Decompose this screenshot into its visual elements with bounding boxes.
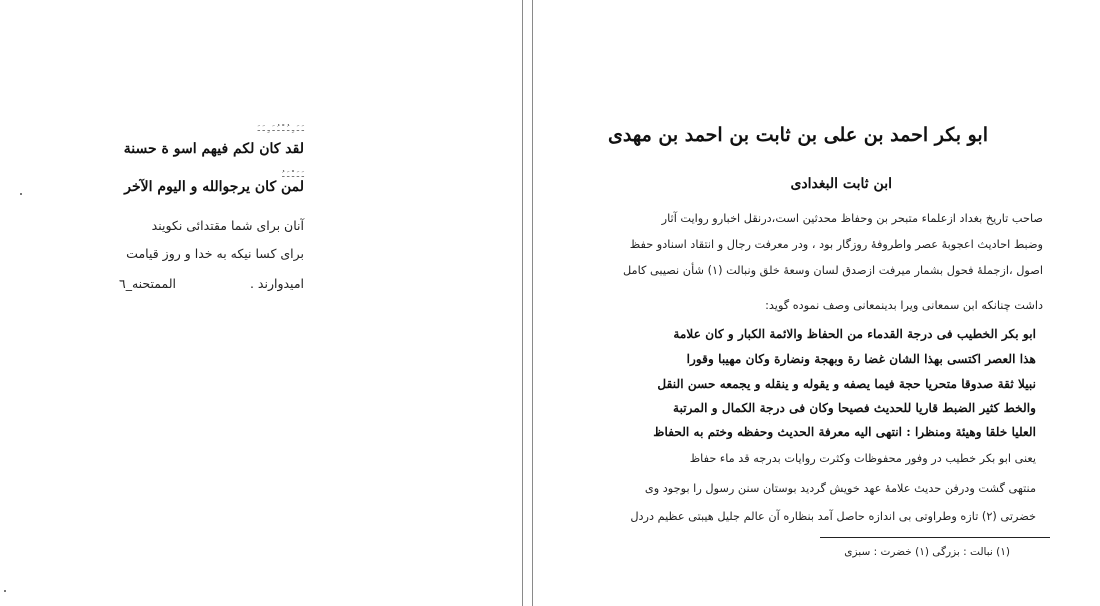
right-page — [533, 0, 1100, 606]
translation-text-line: خضرتی (۲) تازه وطراوتی بی اندازه حاصل آمد بنظاره آن عالم جلیل هیبتی عظیم دردل — [630, 510, 1036, 523]
verse-translation-line: امیدوارند . — [249, 276, 304, 291]
scan-speck — [4, 590, 6, 592]
body-text-line: صاحب تاریخ بغداد ازعلماء متبحر بن وحفاظ محدثین است،درنقل اخبارو روایت آثار — [661, 212, 1043, 225]
quran-verse-line: لقد کان لکم فیهم اسو ة حسنة — [123, 141, 304, 157]
left-page — [0, 0, 522, 606]
verse-reference: الممتحنه_٦ — [118, 276, 176, 291]
page-subtitle: ابن ثابت البغدادی — [790, 176, 892, 192]
scan-speck — [20, 193, 22, 195]
verse-diacritics: ـَ ـَ ـِ ـُ ـْ ـُ ـَ ـِ ـَ ـَ — [257, 124, 304, 133]
body-text-line: اصول ،ازجملهٔ فحول بشمار میرفت ازصدق لسان وسعهٔ خلق ونبالت (۱) شأن نصیبی کامل — [623, 264, 1043, 277]
arabic-quote-line: ابو بکر الخطیب فی درجة القدماء من الحفاظ والائمة الکبار و کان علامة — [673, 327, 1036, 341]
page-gutter-line — [522, 0, 523, 606]
arabic-quote-line: العلیا خلقا وهیئة ومنظرا : انتهی الیه معرفة الحدیث وحفظه وختم به الحفاظ — [653, 425, 1036, 439]
translation-text-line: منتهی گشت ودرفن حدیث علامهٔ عهد خویش گردید بوستان سنن رسول را بوجود وی — [644, 482, 1036, 495]
verse-diacritics: ـَ ـَ ـْ ـَ ـُ — [282, 170, 304, 179]
arabic-quote-line: نبیلا ثقة صدوقا متحریا حجة فیما یصفه و یقوله و ینقله و یجمعه حسن النقل — [657, 377, 1036, 391]
page-title: ابو بکر احمد بن علی بن ثابت بن احمد بن مهدی — [607, 124, 988, 146]
body-text-line: وضبط احادیث اعجوبهٔ عصر واطروفهٔ روزگار بود ، ودر معرفت رجال و انتقاد اسنادو حفظ — [629, 238, 1043, 251]
body-text-line: داشت چنانکه ابن سمعانی ویرا بدینمعانی وصف نموده گوید: — [765, 299, 1043, 312]
verse-translation-line: آنان برای شما مقتدائی نکویند — [151, 218, 304, 233]
footnotes: (۱) نبالت : بزرگی (۱) خضرت : سبزی — [844, 546, 1010, 558]
footnote-separator — [820, 537, 1050, 538]
arabic-quote-line: والخط کثیر الضبط قاریا للحدیث فصیحا وکان فی درجة الکمال و المرتبة — [673, 401, 1036, 415]
verse-translation-line: برای کسا نیکه به خدا و روز قیامت — [126, 246, 304, 261]
quran-verse-line: لمن کان یرجوالله و الیوم الآخر — [124, 179, 304, 195]
translation-text-line: یعنی ابو بکر خطیب در وفور محفوظات وکثرت روایات بدرجه قد ماء حفاظ — [689, 452, 1036, 465]
arabic-quote-line: هذا العصر اکتسی بهذا الشان غضا رة وبهجة ونضارة وکان مهیبا وقورا — [686, 352, 1036, 366]
